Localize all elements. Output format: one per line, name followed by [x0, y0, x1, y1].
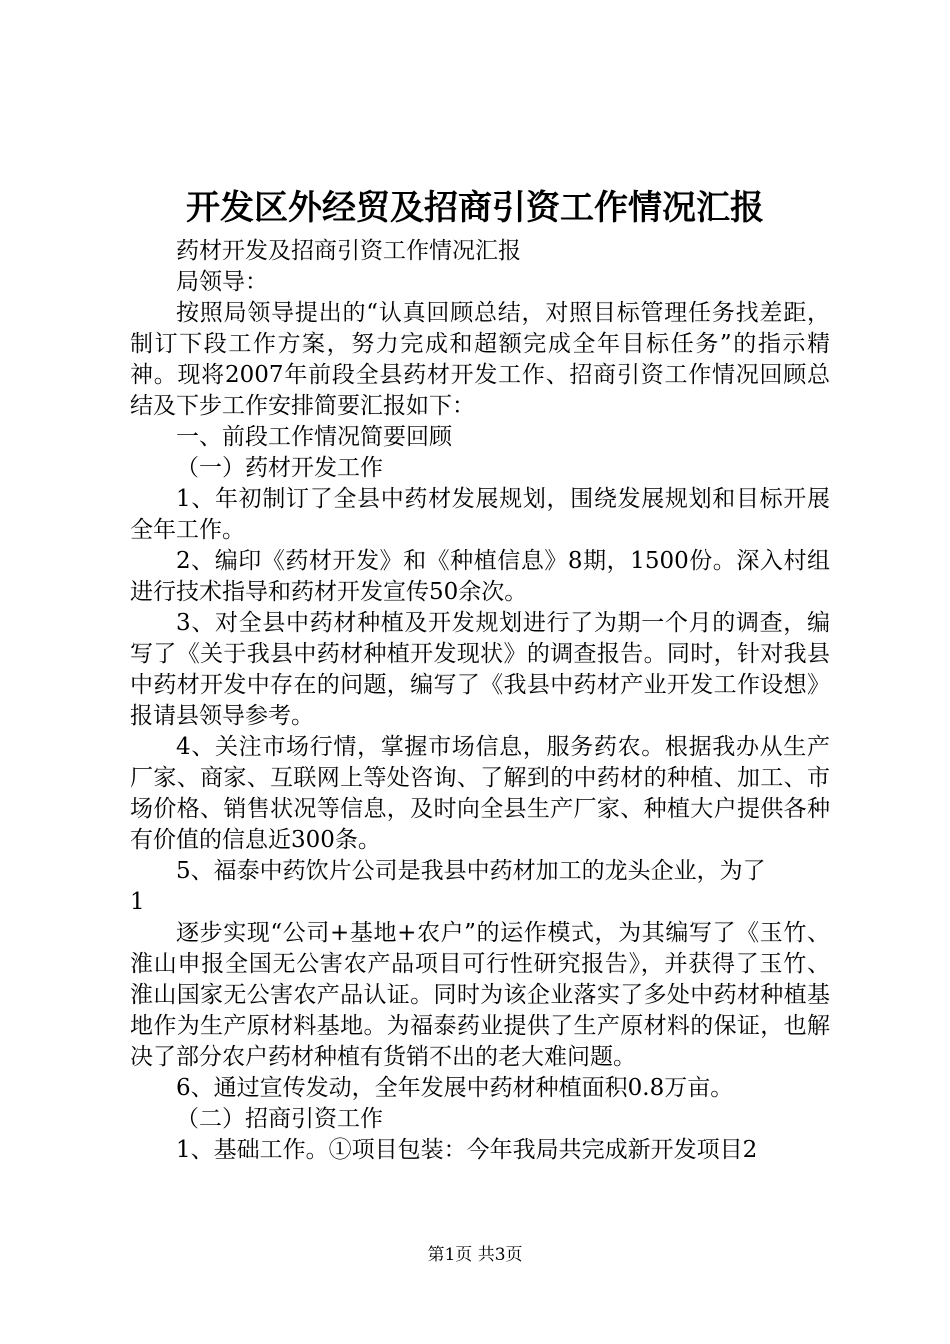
paragraph-invest-1: 1、基础工作。①项目包装：今年我局共完成新开发项目2 [176, 1137, 758, 1163]
paragraph-item-6: 6、通过宣传发动，全年发展中药材种植面积0.8万亩。 [176, 1075, 734, 1101]
stray-page-number: 1 [130, 889, 145, 915]
paragraph-intro: 按照局领导提出的“认真回顾总结，对照目标管理任务找差距，制订下段工作方案，努力完成和超额完成全年目标任务”的指示精神。现将2007年前段全县药材开发工作、招商引资工作情况回顾总结及下步工作安排简要汇报如下： [130, 300, 830, 419]
subsection-heading-2: （二）招商引资工作 [176, 1106, 383, 1132]
paragraph-salutation: 局领导： [176, 269, 268, 295]
document-title: 开发区外经贸及招商引资工作情况汇报 [186, 188, 764, 228]
paragraph-item-2: 2、编印《药材开发》和《种植信息》8期，1500份。深入村组进行技术指导和药材开发宣传50余次。 [130, 548, 830, 605]
paragraph-item-1: 1、年初制订了全县中药材发展规划，围绕发展规划和目标开展全年工作。 [130, 486, 830, 543]
paragraph-item-3: 3、对全县中药材种植及开发规划进行了为期一个月的调查，编写了《关于我县中药材种植开发现状》的调查报告。同时，针对我县中药材开发中存在的问题，编写了《我县中药材产业开发工作设想》报请县领导参考。 [130, 610, 830, 729]
document-body [130, 236, 830, 1166]
paragraph-item-5-cont: 逐步实现“公司+基地+农户”的运作模式，为其编写了《玉竹、淮山申报全国无公害农产品项目可行性研究报告》，并获得了玉竹、淮山国家无公害农产品认证。同时为该企业落实了多处中药材种植基地作为生产原材料基地。为福泰药业提供了生产原材料的保证，也解决了部分农户药材种植有货销不出的老大难问题。 [130, 920, 830, 1070]
paragraph-item-4: 4、关注市场行情，掌握市场信息，服务药农。根据我办从生产厂家、商家、互联网上等处咨询、了解到的中药材的种植、加工、市场价格、销售状况等信息，及时向全县生产厂家、种植大户提供各种有价值的信息近300条。 [130, 734, 830, 853]
subsection-heading-1: （一）药材开发工作 [176, 455, 383, 481]
paragraph-subtitle: 药材开发及招商引资工作情况汇报 [176, 238, 521, 264]
paragraph-item-5: 5、福泰中药饮片公司是我县中药材加工的龙头企业，为了 [176, 858, 766, 884]
page-footer: 第1页 共3页 [427, 1245, 523, 1265]
section-heading-1: 一、前段工作情况简要回顾 [176, 424, 452, 450]
